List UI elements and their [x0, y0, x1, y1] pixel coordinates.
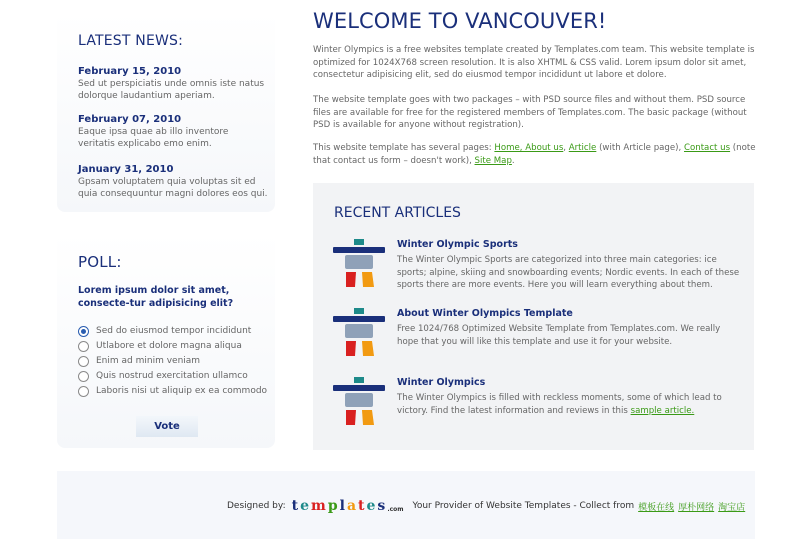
- separator-text: ,: [563, 143, 569, 153]
- poll-question: Lorem ipsum dolor sit amet, consecte-tur adipisicing elit?: [78, 285, 234, 309]
- logo-letter: m: [311, 498, 326, 514]
- poll-option[interactable]: [78, 339, 242, 353]
- article-title-link[interactable]: Winter Olympics: [397, 377, 486, 388]
- pages-mid2-text: (note that contact us form – doesn't work),: [313, 143, 756, 166]
- article-text: Free 1024/768 Optimized Website Template from Templates.com. We really hope that you will like this template and use it for your website.: [397, 324, 721, 347]
- news-date[interactable]: January 31, 2010: [78, 164, 174, 175]
- news-date[interactable]: February 15, 2010: [78, 66, 182, 77]
- templates-logo-link[interactable]: [291, 498, 405, 514]
- logo-letter: p: [327, 498, 338, 514]
- latest-news-box: [57, 12, 275, 212]
- article-title-link[interactable]: Winter Olympic Sports: [397, 239, 518, 250]
- vote-button[interactable]: Vote: [136, 416, 198, 437]
- poll-option-label: Quis nostrud exercitation ullamco: [96, 371, 248, 381]
- logo-suffix: .com: [387, 506, 404, 513]
- designed-by-label: Designed by:: [227, 501, 286, 511]
- site-map-link[interactable]: Site Map: [474, 155, 512, 166]
- news-text: Eaque ipsa quae ab illo inventore veritatis explicabo emo enim.: [78, 127, 229, 149]
- contact-link[interactable]: Contact us: [683, 143, 731, 153]
- packages-paragraph: The website template goes with two packages – with PSD source files and without them. PSD source files are available for free for the registered members of Templates.com. The basic package (without PSD is available for anyone without registration).: [313, 95, 747, 130]
- radio-button-selected[interactable]: [78, 326, 89, 337]
- sample-article-link[interactable]: sample article.: [630, 405, 695, 416]
- footer-link[interactable]: 淘宝店: [718, 502, 746, 513]
- article-item: [333, 308, 743, 374]
- latest-news-title: LATEST NEWS:: [78, 33, 184, 49]
- article-item: [333, 239, 743, 305]
- radio-button[interactable]: [78, 386, 89, 397]
- inukshuk-icon: [333, 308, 385, 364]
- logo-letter: a: [346, 498, 357, 514]
- poll-option[interactable]: [78, 384, 267, 398]
- pages-mid-text: (with Article page),: [596, 143, 684, 153]
- article-item: [333, 377, 743, 443]
- page-title: WELCOME TO VANCOUVER!: [313, 9, 607, 33]
- intro-paragraph: Winter Olympics is a free websites template created by Templates.com team. This website template is optimized for 1024X768 screen resolution. It is also XHTML & CSS valid. Lorem ipsum dolor sit amet, consectetur adipisicing elit, sed do eiusmod tempor incididunt ut labore et dolore.: [313, 45, 755, 80]
- poll-option-label: Sed do eiusmod tempor incididunt: [96, 326, 252, 336]
- home-about-link[interactable]: Home, About us: [494, 143, 564, 153]
- inukshuk-icon: [333, 377, 385, 433]
- radio-button[interactable]: [78, 341, 89, 352]
- article-text: [397, 392, 742, 417]
- footer: [57, 471, 755, 539]
- footer-line: [227, 498, 745, 514]
- footer-link[interactable]: 厚朴网络: [678, 502, 715, 513]
- poll-option-label: Enim ad minim veniam: [96, 356, 201, 366]
- logo-letter: l: [339, 498, 345, 514]
- poll-title: POLL:: [78, 253, 122, 271]
- pages-intro-text: This website template has several pages:: [313, 143, 495, 153]
- news-text: Gpsam voluptatem quia voluptas sit ed quia consequuntur magni dolores eos qui.: [78, 177, 268, 199]
- poll-option-label: Laboris nisi ut aliquip ex ea commodo: [96, 386, 268, 396]
- logo-letter: s: [377, 498, 386, 514]
- logo-letter: t: [291, 498, 299, 514]
- footer-link[interactable]: 模板在线: [638, 502, 675, 513]
- radio-button[interactable]: [78, 371, 89, 382]
- article-link[interactable]: Article: [568, 143, 597, 153]
- logo-letter: e: [300, 498, 309, 514]
- news-text: Sed ut perspiciatis unde omnis iste natus dolorque laudantium aperiam.: [78, 79, 265, 101]
- poll-option[interactable]: [78, 369, 248, 383]
- footer-tagline: Your Provider of Website Templates - Collect from: [412, 501, 635, 511]
- news-date[interactable]: February 07, 2010: [78, 114, 182, 125]
- logo-letter: e: [366, 498, 376, 514]
- pages-paragraph: [313, 142, 758, 167]
- logo-letter: t: [358, 498, 365, 514]
- poll-option[interactable]: [78, 354, 200, 368]
- article-text: The Winter Olympic Sports are categorized into three main categories: ice sports; alpine, skiing and snowboarding events; Nordic events. In each of these sports there are more events. Here you will learn everything about them.: [397, 255, 740, 290]
- poll-box: [57, 233, 275, 448]
- poll-option[interactable]: [78, 324, 251, 338]
- article-title-link[interactable]: About Winter Olympics Template: [397, 308, 573, 319]
- pages-end-text: .: [511, 155, 515, 166]
- recent-articles-title: RECENT ARTICLES: [334, 205, 461, 221]
- article-text-body: The Winter Olympics is filled with reckless moments, some of which lead to victory. Find the latest information and reviews in this: [397, 393, 722, 416]
- poll-option-label: Utlabore et dolore magna aliqua: [96, 341, 242, 351]
- radio-button[interactable]: [78, 356, 89, 367]
- recent-articles-box: [313, 183, 754, 450]
- inukshuk-icon: [333, 239, 385, 295]
